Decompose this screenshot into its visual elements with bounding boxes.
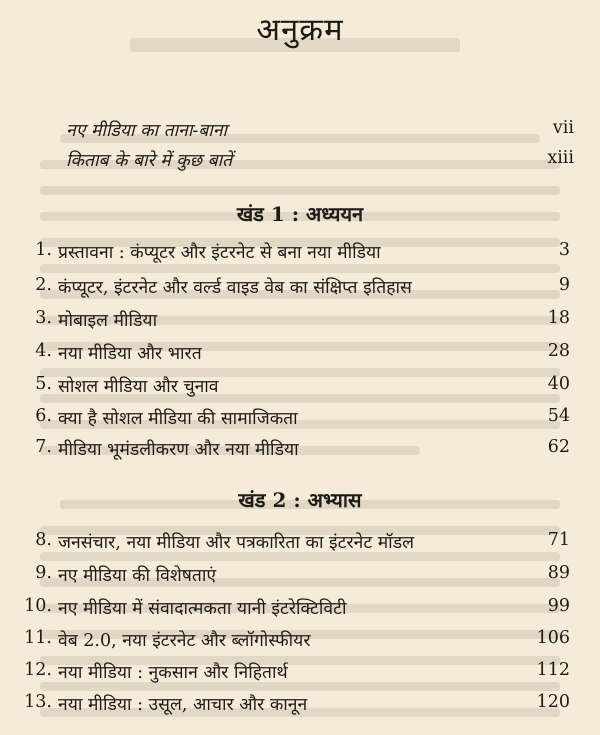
entry-number: 2. — [35, 275, 52, 295]
toc-entry — [0, 341, 600, 367]
entry-number: 7. — [35, 437, 52, 457]
toc-entry — [0, 275, 600, 301]
entry-title: प्रस्तावना : कंप्यूटर और इंटरनेट से बना नया मीडिया — [58, 243, 381, 263]
toc-entry — [0, 240, 600, 266]
toc-entry — [0, 628, 600, 654]
entry-number: 1. — [35, 240, 52, 260]
prelim-page: vii — [552, 118, 574, 138]
entry-page: 9 — [558, 275, 570, 295]
entry-page: 106 — [536, 628, 570, 648]
entry-page: 54 — [547, 406, 570, 426]
entry-number: 6. — [35, 406, 52, 426]
entry-title: नए मीडिया की विशेषताएं — [58, 566, 217, 586]
entry-page: 3 — [558, 240, 570, 260]
entry-page: 120 — [536, 692, 570, 712]
toc-entry — [0, 308, 600, 334]
entry-number: 12. — [24, 660, 52, 680]
entry-number: 3. — [35, 308, 52, 328]
entry-page: 112 — [536, 660, 570, 680]
entry-page: 18 — [547, 308, 570, 328]
entry-page: 99 — [547, 596, 570, 616]
entry-number: 5. — [35, 374, 52, 394]
entry-page: 71 — [547, 530, 570, 550]
entry-title: मीडिया भूमंडलीकरण और नया मीडिया — [58, 440, 299, 460]
prelim-title: किताब के बारे में कुछ बातें — [66, 151, 233, 171]
entry-page: 62 — [547, 437, 570, 457]
prelim-page: xiii — [547, 148, 574, 168]
entry-number: 11. — [24, 628, 52, 648]
entry-title: नया मीडिया और भारत — [58, 344, 202, 364]
entry-number: 4. — [35, 341, 52, 361]
entry-number: 8. — [35, 530, 52, 550]
entry-title: सोशल मीडिया और चुनाव — [58, 377, 219, 397]
entry-page: 40 — [547, 374, 570, 394]
toc-entry — [0, 530, 600, 556]
entry-title: नया मीडिया : उसूल, आचार और कानून — [58, 695, 308, 715]
toc-entry — [0, 692, 600, 718]
toc-entry — [0, 596, 600, 622]
entry-page: 28 — [547, 341, 570, 361]
toc-entry — [0, 660, 600, 686]
entry-title: जनसंचार, नया मीडिया और पत्रकारिता का इंटरनेट मॉडल — [58, 533, 414, 553]
entry-page: 89 — [547, 563, 570, 583]
toc-entry — [0, 374, 600, 400]
entry-title: मोबाइल मीडिया — [58, 311, 158, 331]
entry-number: 10. — [24, 596, 52, 616]
entry-title: क्या है सोशल मीडिया की सामाजिकता — [58, 409, 298, 429]
section-heading: खंड 1 : अध्ययन — [236, 202, 364, 226]
toc-entry — [0, 406, 600, 432]
toc-entry — [0, 437, 600, 463]
entry-number: 13. — [24, 692, 52, 712]
entry-title: नया मीडिया : नुकसान और निहितार्थ — [58, 663, 288, 683]
entry-number: 9. — [35, 563, 52, 583]
section-heading: खंड 2 : अभ्यास — [238, 488, 362, 512]
entry-title: नए मीडिया में संवादात्मकता यानी इंटरेक्टिविटी — [58, 599, 347, 619]
toc-entry — [0, 563, 600, 589]
prelim-title: नए मीडिया का ताना-बाना — [66, 121, 228, 141]
entry-title: कंप्यूटर, इंटरनेट और वर्ल्ड वाइड वेब का संक्षिप्त इतिहास — [58, 278, 412, 298]
entry-title: वेब 2.0, नया इंटरनेट और ब्लॉगोस्फीयर — [58, 631, 311, 651]
page-title: अनुक्रम — [256, 12, 344, 48]
